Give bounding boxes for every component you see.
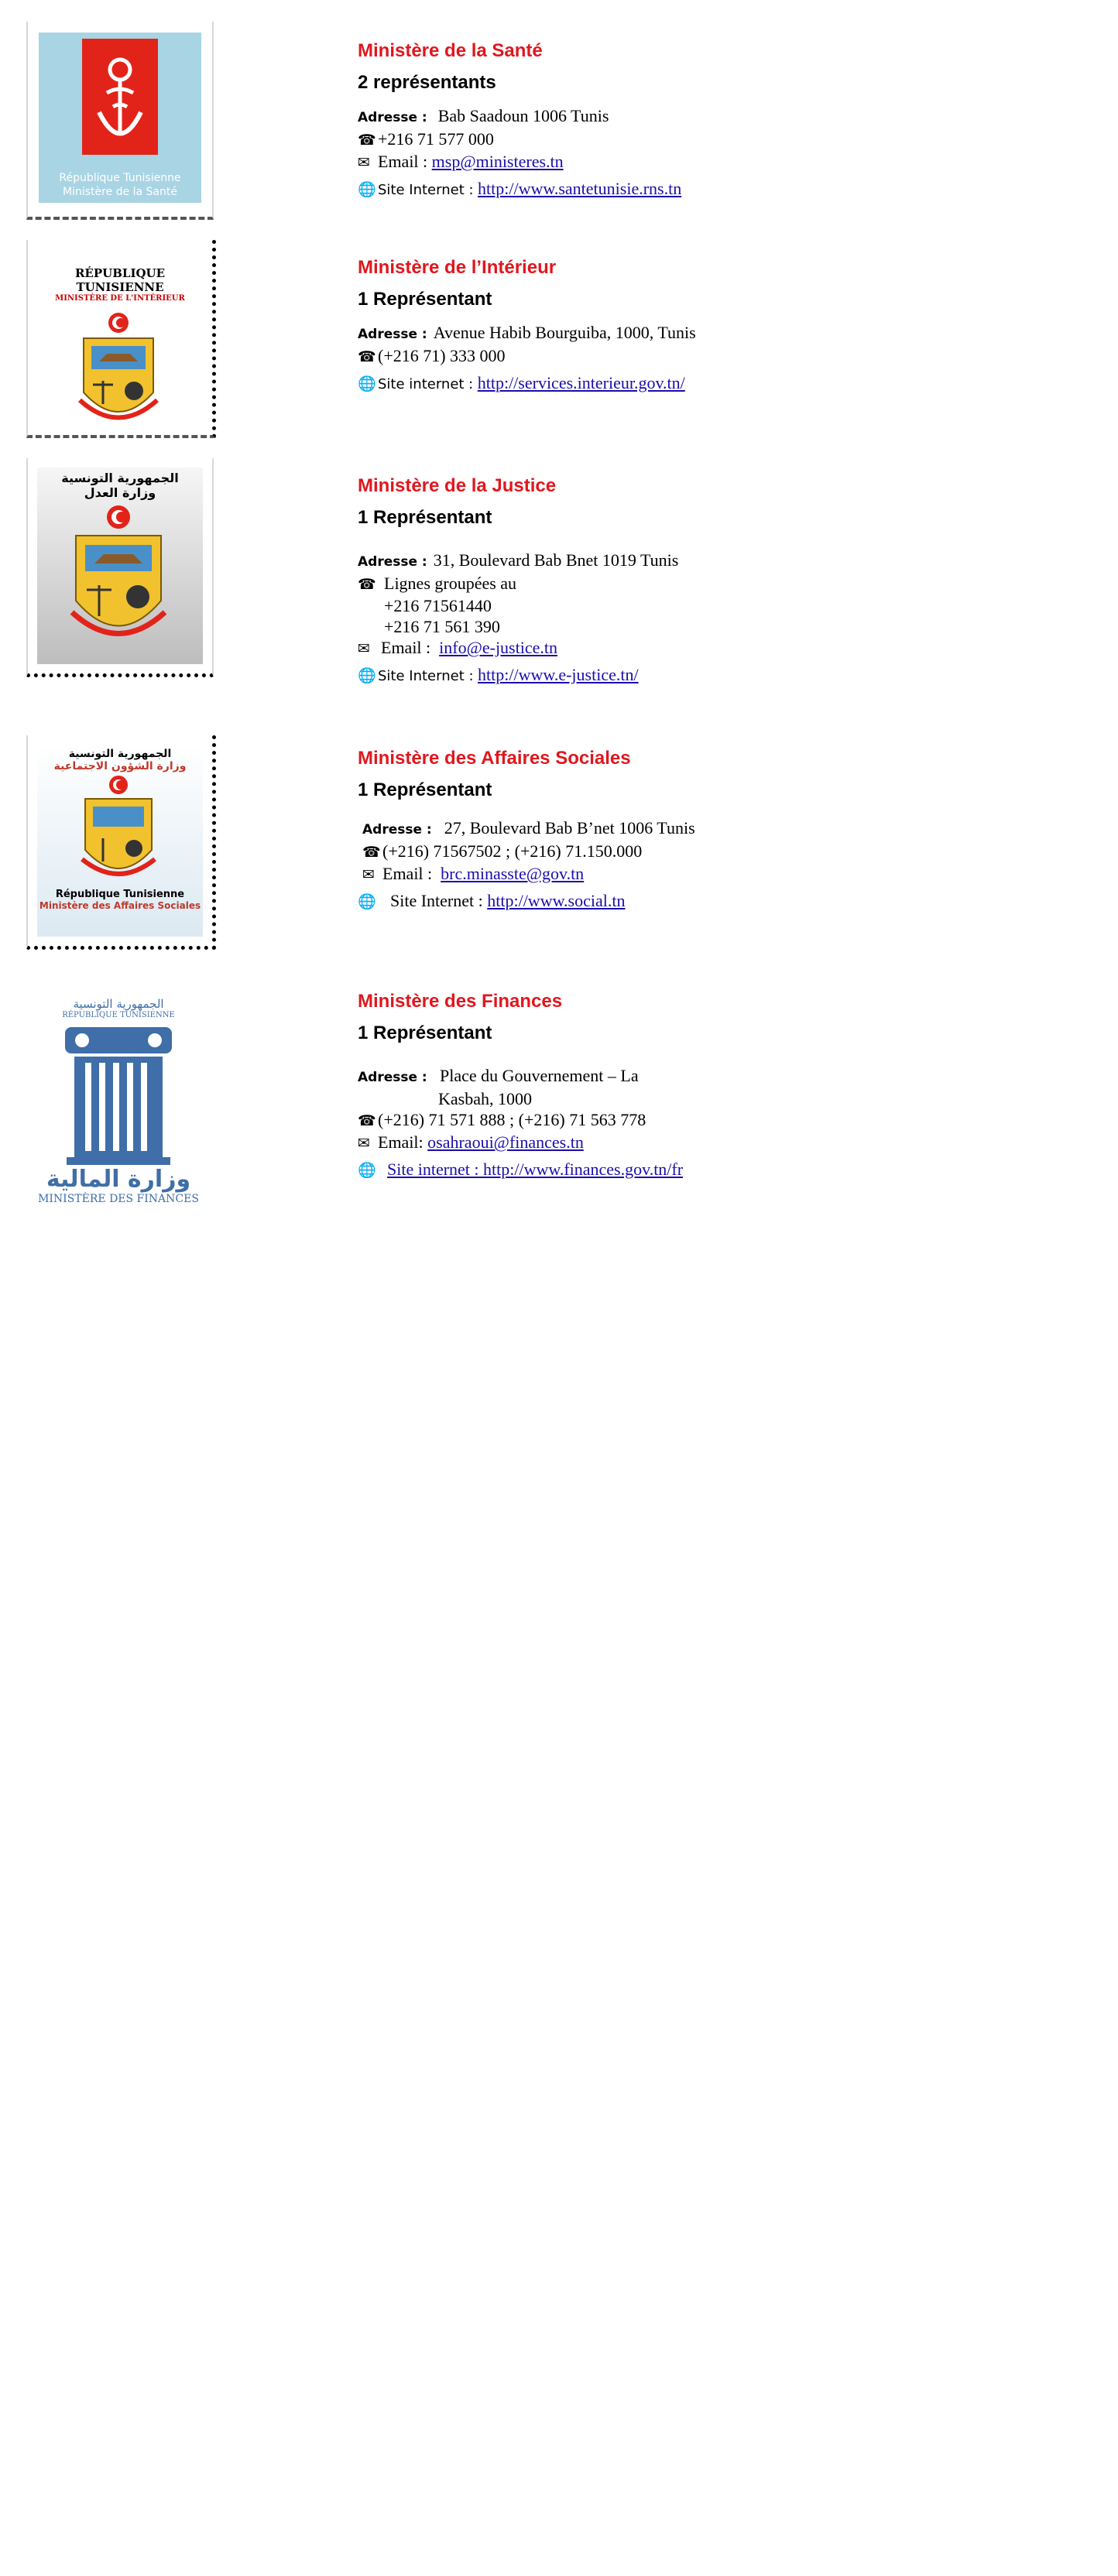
ministry-title: Ministère de l’Intérieur [358,257,557,278]
globe-icon: 🌐 [358,181,376,198]
site-label: Site Internet : [378,182,474,198]
site-link[interactable]: http://www.e-justice.tn/ [478,665,639,684]
sante-logo-line-1: République Tunisienne [59,172,181,184]
justice-info [358,475,791,687]
address-label: Adresse : [358,110,427,125]
justice-logo-line-1: الجمهورية التونسية [61,471,179,485]
envelope-icon: ✉ [358,154,370,171]
finances-logo-line-2: RÉPUBLIQUE TUNISIENNE [62,1011,175,1019]
site-label: Site Internet : [390,891,483,910]
email-link[interactable]: brc.minasste@gov.tn [441,864,585,883]
globe-icon: 🌐 [358,893,376,910]
sante-logo-line-2: Ministère de la Santé [63,186,177,198]
envelope-icon: ✉ [362,866,375,883]
finances-logo [26,992,211,1232]
globe-icon: 🌐 [358,1162,376,1179]
email-link[interactable]: msp@ministeres.tn [431,152,564,171]
affaires-sociales-logo-line-2: وزارة الشؤون الاجتماعية [53,760,187,772]
site-link[interactable]: http://www.social.tn [487,891,626,910]
email-link[interactable]: info@e-justice.tn [439,638,557,657]
ministry-title: Ministère des Finances [358,991,563,1012]
address-value: 27, Boulevard Bab B’net 1006 Tunis [444,818,695,838]
globe-icon: 🌐 [358,375,376,392]
phone-line-1: Lignes groupées au [384,574,517,593]
address-label: Adresse : [362,822,432,838]
sante-info [358,40,791,200]
ministry-title: Ministère de la Santé [358,40,543,61]
globe-icon: 🌐 [358,667,376,684]
ministry-title: Ministère de la Justice [358,475,557,496]
email-link[interactable]: osahraoui@finances.tn [427,1132,584,1152]
affaires-sociales-logo-line-1: الجمهورية التونسية [68,748,172,760]
affaires-sociales-info [358,748,791,913]
interieur-logo-line-2: MINISTÈRE DE L'INTÉRIEUR [55,294,185,303]
justice-logo-line-2: وزارة العدل [84,485,156,500]
column-emblem-icon [26,1019,211,1166]
finances-logo-line-1: الجمهورية التونسية [73,997,164,1011]
email-label: Email : [381,638,431,657]
address-line-1: Place du Gouvernement – La [440,1066,639,1085]
coat-of-arms-icon [37,500,200,655]
phone-value: (+216) 71567502 ; (+216) 71.150.000 [382,841,643,861]
representatives-count: 2 représentants [358,72,496,93]
justice-logo [26,458,214,677]
address-value: 31, Boulevard Bab Bnet 1019 Tunis [433,550,679,570]
site-label: Site Internet : [378,668,474,684]
phone-line-3: +216 71 561 390 [384,617,500,636]
finances-logo-line-3: وزارة المالية [46,1166,191,1193]
address-label: Adresse : [358,554,427,570]
phone-icon: ☎ [358,132,376,149]
coat-of-arms-icon [37,772,200,889]
address-value: Avenue Habib Bourguiba, 1000, Tunis [433,323,696,342]
phone-value: (+216) 71 571 888 ; (+216) 71 563 778 [378,1110,646,1129]
address-line-2: Kasbah, 1000 [438,1089,532,1108]
phone-value: +216 71 577 000 [378,129,494,149]
email-label: Email : [378,152,428,171]
interieur-info [358,257,791,395]
phone-icon: ☎ [358,576,376,593]
representatives-count: 1 Représentant [358,289,492,310]
phone-line-2: +216 71561440 [384,596,492,615]
site-label: Site internet : [378,376,474,392]
sante-logo [26,22,214,220]
envelope-icon: ✉ [358,1135,370,1152]
phone-icon: ☎ [358,348,376,365]
affaires-sociales-logo-line-4: Ministère des Affaires Sociales [39,900,201,911]
representatives-count: 1 Représentant [358,507,492,528]
ministry-title: Ministère des Affaires Sociales [358,748,631,769]
address-label: Adresse : [358,327,427,342]
email-label: Email : [382,864,433,883]
site-link[interactable]: http://www.santetunisie.rns.tn [478,179,682,198]
site-link[interactable]: Site internet : http://www.finances.gov.tn/fr [387,1160,684,1179]
finances-info [358,991,791,1181]
phone-icon: ☎ [358,1112,376,1129]
phone-value: (+216 71) 333 000 [378,346,506,365]
address-label: Adresse : [358,1070,427,1085]
interieur-logo [26,240,216,438]
interieur-logo-line-1: RÉPUBLIQUE TUNISIENNE [74,266,166,294]
site-link[interactable]: http://services.interieur.gov.tn/ [477,373,685,392]
coat-of-arms-icon [37,307,200,426]
email-label: Email: [378,1132,424,1152]
envelope-icon: ✉ [358,640,370,657]
sante-emblem [82,39,158,155]
phone-icon: ☎ [362,844,381,861]
representatives-count: 1 Représentant [358,779,492,800]
affaires-sociales-logo-line-3: République Tunisienne [55,889,185,900]
affaires-sociales-logo [26,735,216,950]
address-value: Bab Saadoun 1006 Tunis [437,106,609,125]
representatives-count: 1 Représentant [358,1023,492,1043]
finances-logo-line-4: MINISTÈRE DES FINANCES [38,1193,199,1205]
